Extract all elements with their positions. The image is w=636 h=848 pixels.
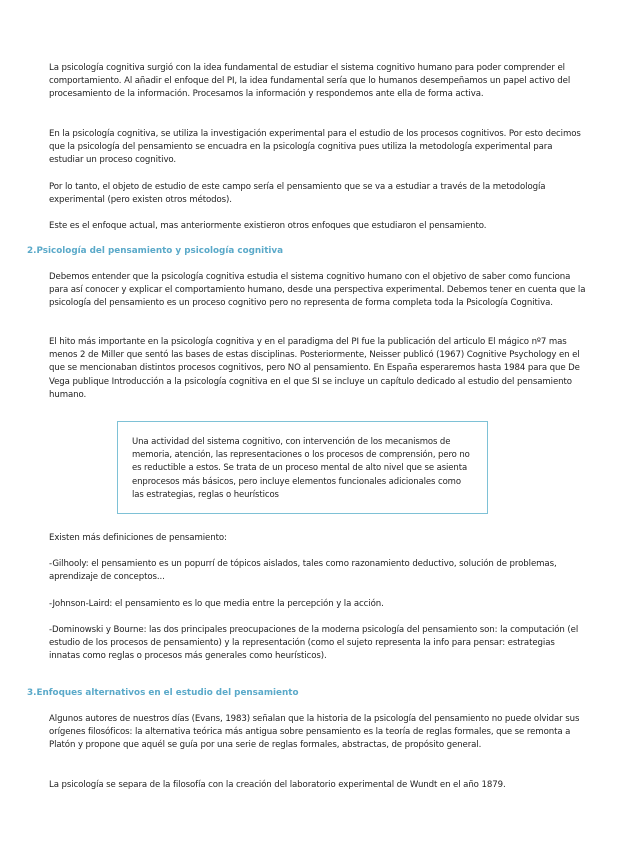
definition-text: Una actividad del sistema cognitivo, con intervención de los mecanismos de memoria, atención, las representaciones o los procesos de comprensión, pero no es reductible a estos. Se trata de un proceso mental de alto nivel que se asienta enprocesos más básicos, pero incluye elementos funcionales adicionales como las estrategias, reglas o heurísticos [132, 437, 470, 500]
definition-gilhooly: -Gilhooly: el pensamiento es un popurrí de tópicos aislados, tales como razonamiento deductivo, solución de problemas, aprendizaje de conceptos... [49, 559, 557, 583]
paragraph-hito: El hito más importante en la psicología cognitiva y en el paradigma del PI fue la publicación del articulo El mágico nº7 mas menos 2 de Miller que sentó las bases de estas disciplinas. Posteriormente, Neisser publicó (1967) Cognitive Psychology en el que se mencionaban distintos procesos cognitivos, pero NO al pensamiento. En España esperaremos hasta 1984 para que De Vega publique Introducción a la psicología cognitiva en el que SI se incluye un capítulo dedicado al estudio del pensamiento humano. [49, 337, 580, 400]
paragraph-wundt: La psicología se separa de la filosofía con la creación del laboratorio experimental de Wundt en el año 1879. [49, 780, 506, 790]
paragraph-definiciones: Existen más definiciones de pensamiento: [49, 533, 227, 543]
paragraph-evans: Algunos autores de nuestros días (Evans, 1983) señalan que la historia de la psicología del pensamiento no puede olvidar sus orígenes filosóficos: la alternativa teórica más antigua sobre pensamiento es la teoría de reglas formales, que se remonta a Platón y propone que aquél se guía por una serie de reglas formales, abstractas, de propósito general. [49, 714, 580, 751]
section-heading-3: 3.Enfoques alternativos en el estudio del pensamiento [27, 688, 299, 698]
paragraph-psicologia-cognitiva: Debemos entender que la psicología cognitiva estudia el sistema cognitivo humano con el objetivo de saber como funciona para así conocer y explicar el comportamiento humano, desde una perspectiva experimental. Debemos tener en cuenta que la psicología del pensamiento es un proceso cognitivo pero no representa de forma completa toda la Psicología Cognitiva. [49, 272, 586, 309]
paragraph-experimental: En la psicología cognitiva, se utiliza la investigación experimental para el estudio de los procesos cognitivos. Por esto decimos que la psicología del pensamiento se encuadra en la psicología cognitiva pues utiliza la metodología experimental para estudiar un proceso cognitivo. [49, 129, 581, 166]
section-heading-2: 2.Psicología del pensamiento y psicología cognitiva [27, 246, 284, 256]
definition-johnson-laird: -Johnson-Laird: el pensamiento es lo que media entre la percepción y la acción. [49, 599, 384, 609]
paragraph-intro: La psicología cognitiva surgió con la idea fundamental de estudiar el sistema cognitivo humano para poder comprender el comportamiento. Al añadir el enfoque del PI, la idea fundamental sería que lo humanos desempeñamos un papel activo del procesamiento de la información. Procesamos la información y respondemos ante ella de forma activa. [49, 63, 571, 100]
paragraph-objeto: Por lo tanto, el objeto de estudio de este campo sería el pensamiento que se va a estudiar a través de la metodología experimental (pero existen otros métodos). [49, 182, 546, 206]
paragraph-enfoque-actual: Este es el enfoque actual, mas anteriormente existieron otros enfoques que estudiaron el pensamiento. [49, 221, 487, 231]
definition-box [117, 421, 488, 514]
definition-dominowski-bourne: -Dominowski y Bourne: las dos principales preocupaciones de la moderna psicología del pensamiento son: la computación (el estudio de los procesos de pensamiento) y la representación (como el sujeto representa la info para pensar: estrategias innatas como reglas o procesos más generales como heurísticos). [49, 625, 579, 662]
